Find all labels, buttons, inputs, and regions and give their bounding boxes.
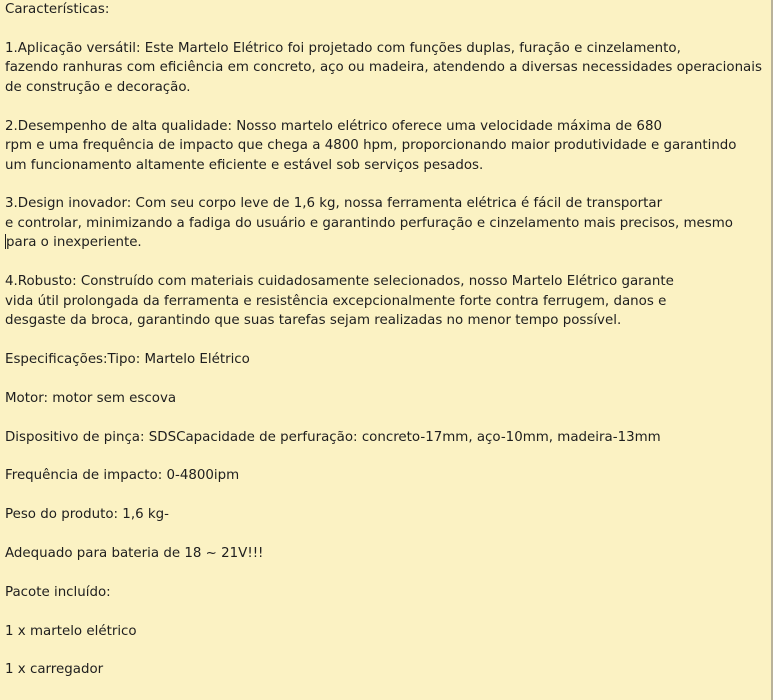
- product-description[interactable]: [5, 0, 765, 680]
- feature-1-line-1: 1.Aplicação versátil: Este Martelo Elétrico foi projetado com funções duplas, furação e cinzelamento,: [5, 40, 681, 56]
- spec-impact-frequency: Frequência de impacto: 0-4800ipm: [5, 468, 240, 484]
- package-heading: Pacote incluído:: [5, 584, 111, 600]
- feature-paragraph-4: [5, 272, 765, 331]
- paragraph-gap: [5, 20, 765, 39]
- spec-motor: Motor: motor sem escova: [5, 390, 177, 406]
- feature-4-line-3: desgaste da broca, garantindo que suas tarefas sejam realizadas no menor tempo possível.: [5, 313, 622, 329]
- package-item-charger: 1 x carregador: [5, 662, 104, 678]
- feature-paragraph-2: [5, 117, 765, 176]
- feature-3-line-2: e controlar, minimizando a fadiga do usuário e garantindo perfuração e cinzelamento mais precisos, mesmo: [5, 215, 733, 231]
- paragraph-gap: [5, 602, 765, 621]
- paragraph-gap: [5, 408, 765, 427]
- paragraph-gap: [5, 525, 765, 544]
- feature-paragraph-3: [5, 194, 765, 253]
- feature-3-line-3: [5, 233, 765, 253]
- feature-3-line-3-text: para o inexperiente.: [6, 235, 142, 251]
- feature-2-line-2: rpm e uma frequência de impacto que chega a 4800 hpm, proporcionando maior produtividade e garantindo: [5, 138, 737, 154]
- feature-paragraph-1: [5, 39, 765, 98]
- features-heading: Características:: [5, 2, 110, 17]
- paragraph-gap: [5, 641, 765, 660]
- spec-weight: Peso do produto: 1,6 kg-: [5, 507, 169, 523]
- feature-4-line-1: 4.Robusto: Construído com materiais cuidadosamente selecionados, nosso Martelo Elétrico garante: [5, 274, 674, 290]
- package-item-hammer: 1 x martelo elétrico: [5, 623, 137, 639]
- paragraph-gap: [5, 331, 765, 350]
- feature-1-line-3: de construção e decoração.: [5, 79, 191, 95]
- feature-2-line-1: 2.Desempenho de alta qualidade: Nosso martelo elétrico oferece uma velocidade máxima de 680: [5, 118, 662, 134]
- paragraph-gap: [5, 175, 765, 194]
- paragraph-gap: [5, 447, 765, 466]
- spec-chuck-capacity: Dispositivo de pinça: SDSCapacidade de perfuração: concreto-17mm, aço-10mm, madeira-13mm: [5, 429, 661, 445]
- feature-2-line-3: um funcionamento altamente eficiente e estável sob serviços pesados.: [5, 157, 484, 173]
- feature-1-line-2: fazendo ranhuras com eficiência em concreto, aço ou madeira, atendendo a diversas necessidades operacionais: [5, 60, 762, 76]
- paragraph-gap: [5, 563, 765, 582]
- paragraph-gap: [5, 369, 765, 388]
- feature-4-line-2: vida útil prolongada da ferramenta e resistência excepcionalmente forte contra ferrugem, danos e: [5, 293, 667, 309]
- paragraph-gap: [5, 253, 765, 272]
- feature-3-line-1: 3.Design inovador: Com seu corpo leve de 1,6 kg, nossa ferramenta elétrica é fácil de transportar: [5, 196, 663, 212]
- paragraph-gap: [5, 97, 765, 116]
- spec-battery: Adequado para bateria de 18 ~ 21V!!!: [5, 545, 264, 561]
- spec-type: Especificações:Tipo: Martelo Elétrico: [5, 351, 250, 367]
- paragraph-gap: [5, 486, 765, 505]
